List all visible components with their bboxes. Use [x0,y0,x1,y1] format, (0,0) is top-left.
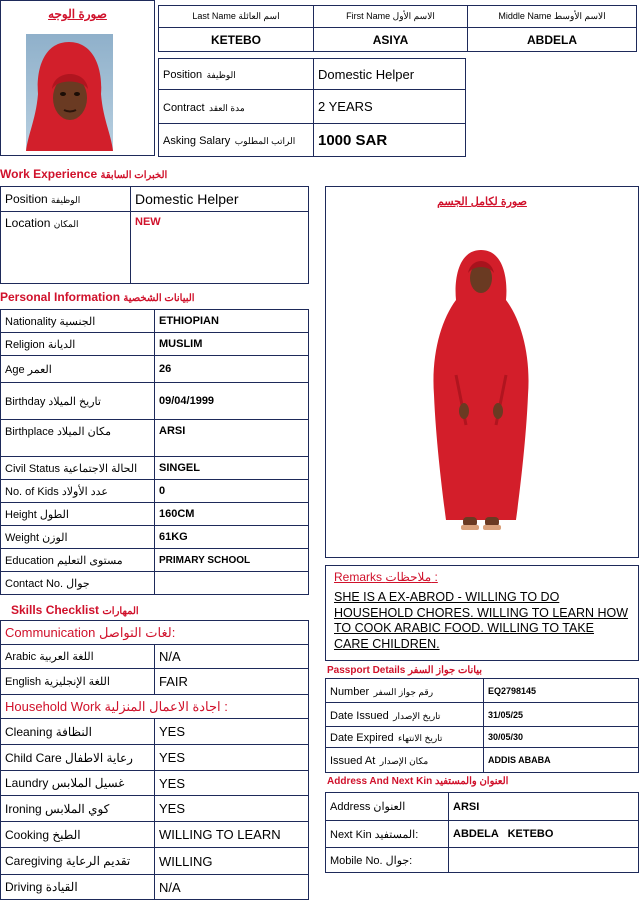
hw-caregiving-label: Caregiving تقديم الرعاية [1,848,155,875]
hw-cleaning-value: YES [155,719,309,745]
job-salary-value: 1000 SAR [314,124,466,157]
we-position-value: Domestic Helper [131,187,309,212]
pp-number-value: EQ2798145 [484,679,639,703]
first-name-value: ASIYA [314,28,468,52]
pi-weight-value: 61KG [155,526,309,549]
hw-childcare-label: Child Care رعاية الاطفال [1,745,155,771]
remarks-title: Remarks ملاحظات : [334,570,438,584]
face-photo-frame [0,0,155,156]
hw-laundry-value: YES [155,771,309,796]
pi-birthplace-value: ARSI [155,420,309,457]
ad-address-label: Address العنوان [326,793,449,821]
full-photo-title: صورة لكامل الجسم [437,196,527,208]
full-photo [426,245,536,535]
lang-arabic-label: Arabic اللغة العربية [1,645,155,669]
pi-nationality-value: ETHIOPIAN [155,310,309,333]
hw-childcare-value: YES [155,745,309,771]
hw-driving-value: N/A [155,875,309,900]
middle-name-value: ABDELA [468,28,637,52]
hw-ironing-value: YES [155,796,309,822]
lang-english-label: English اللغة الإنجليزية [1,669,155,695]
pi-education-value: PRIMARY SCHOOL [155,549,309,572]
lang-arabic-value: N/A [155,645,309,669]
passport-title: Passport Details بيانات جواز السفر [327,665,483,676]
we-location-label: Location المكان [1,212,131,284]
work-experience-title: Work Experience الخبرات السابقة [0,167,168,181]
pi-contact-label: Contact No. جوال [1,572,155,595]
ad-next-kin-value: ABDELA KETEBO [449,821,639,848]
pi-religion-value: MUSLIM [155,333,309,356]
pi-birthplace-label: Birthplace مكان الميلاد [1,420,155,457]
middle-name-header: Middle Name الاسم الأوسط [468,6,637,28]
ad-mobile-value [449,848,639,873]
pi-age-label: Age العمر [1,356,155,383]
pi-kids-value: 0 [155,480,309,503]
last-name-header: Last Name اسم العائلة [159,6,314,28]
pp-expired-label: Date Expired تاريخ الانتهاء [326,727,484,748]
household-title: Household Work اجادة الاعمال المنزلية : [1,695,309,719]
pi-height-label: Height الطول [1,503,155,526]
face-photo [26,34,113,151]
address-table [325,792,639,873]
pi-birthday-value: 09/04/1999 [155,383,309,420]
hw-cleaning-label: Cleaning النظافة [1,719,155,745]
full-photo-frame [325,186,639,558]
personal-info-title: Personal Information البيانات الشخصية [0,290,195,304]
pi-birthday-label: Birthday تاريخ الميلاد [1,383,155,420]
remarks-box [325,565,639,661]
we-position-label: Position الوظيفة [1,187,131,212]
hw-caregiving-value: WILLING [155,848,309,875]
pi-nationality-label: Nationality الجنسية [1,310,155,333]
passport-table [325,678,639,773]
personal-info-table [0,309,309,595]
communication-title: Communication لغات التواصل: [1,621,309,645]
pi-religion-label: Religion الديانة [1,333,155,356]
pi-education-label: Education مستوى التعليم [1,549,155,572]
pi-kids-label: No. of Kids عدد الأولاد [1,480,155,503]
pi-age-value: 26 [155,356,309,383]
pi-height-value: 160CM [155,503,309,526]
job-salary-label: Asking Salary الراتب المطلوب [159,124,314,157]
job-table [158,58,466,157]
address-title: Address And Next Kin العنوان والمستفيد [327,776,509,787]
work-experience-table [0,186,309,284]
face-photo-title: صورة الوجه [48,7,107,21]
skills-table [0,620,309,900]
first-name-header: First Name الاسم الأول [314,6,468,28]
last-name-value: KETEBO [159,28,314,52]
job-position-label: Position الوظيفة [159,59,314,90]
pp-issued-at-label: Issued At مكان الإصدار [326,748,484,773]
pp-number-label: Number رقم جواز السفر [326,679,484,703]
hw-ironing-label: Ironing كوي الملابس [1,796,155,822]
job-contract-value: 2 YEARS [314,90,466,124]
pp-issued-at-value: ADDIS ABABA [484,748,639,773]
lang-english-value: FAIR [155,669,309,695]
pp-issued-label: Date Issued تاريخ الإصدار [326,703,484,727]
pp-issued-value: 31/05/25 [484,703,639,727]
ad-address-value: ARSI [449,793,639,821]
job-position-value: Domestic Helper [314,59,466,90]
skills-title: Skills Checklist المهارات [11,603,139,617]
ad-mobile-label: Mobile No. جوال: [326,848,449,873]
hw-laundry-label: Laundry غسيل الملابس [1,771,155,796]
remarks-text: SHE IS A EX-ABROD - WILLING TO DO HOUSEHOLD CHORES. WILLING TO LEARN HOW TO COOK ARABIC FOOD. WILLING TO TAKE CARE CHILDREN. [334,590,629,651]
pi-civil-status-label: Civil Status الحالة الاجتماعية [1,457,155,480]
pi-contact-value [155,572,309,595]
job-contract-label: Contract مدة العقد [159,90,314,124]
hw-driving-label: Driving القيادة [1,875,155,900]
names-table [158,5,637,52]
pi-weight-label: Weight الوزن [1,526,155,549]
pp-expired-value: 30/05/30 [484,727,639,748]
hw-cooking-label: Cooking الطبخ [1,822,155,848]
ad-next-kin-label: Next Kin المستفيد: [326,821,449,848]
we-location-value: NEW [131,212,309,284]
hw-cooking-value: WILLING TO LEARN [155,822,309,848]
pi-civil-status-value: SINGEL [155,457,309,480]
